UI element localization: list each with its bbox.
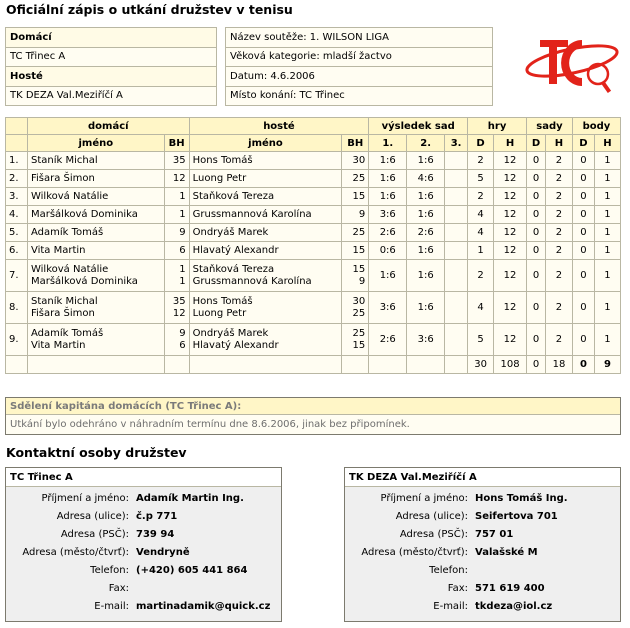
games-header: hry [468, 118, 527, 135]
set3-score [445, 170, 468, 188]
sets-h: 2 [546, 242, 573, 260]
games-d: 2 [468, 188, 494, 206]
match-row [6, 170, 621, 188]
home-player [27, 188, 164, 206]
contact-field-label: Adresa (ulice): [395, 511, 468, 522]
blank-corner [6, 118, 28, 135]
total-points-d: 0 [572, 356, 594, 374]
home-bh-line: 9 [179, 226, 186, 238]
set2-score: 4:6 [407, 170, 445, 188]
totals-blank [6, 356, 28, 374]
set1-score: 1:6 [369, 152, 407, 170]
home-bh-line: 12 [172, 172, 186, 184]
set2-score: 1:6 [407, 292, 445, 324]
total-sets-d: 0 [527, 356, 546, 374]
home-bh [164, 152, 189, 170]
home-player [27, 152, 164, 170]
guest-player [189, 170, 342, 188]
games-h: 12 [494, 188, 527, 206]
set2-score: 2:6 [407, 224, 445, 242]
totals-blank [445, 356, 468, 374]
games-h: 12 [494, 260, 527, 292]
set1-header: 1. [369, 135, 407, 152]
guest-bh-line: 25 [352, 172, 366, 184]
home-bh-line: 1 [179, 190, 186, 202]
guest-bh [342, 324, 369, 356]
games-d: 4 [468, 206, 494, 224]
contact-field-value: Hons Tomáš Ing. [475, 493, 568, 504]
totals-blank [407, 356, 445, 374]
guest-player-line: Luong Petr [192, 307, 247, 319]
sets-d: 0 [527, 292, 546, 324]
guest-contact-card [344, 467, 621, 622]
points-d: 0 [572, 242, 594, 260]
set3-header: 3. [445, 135, 468, 152]
set1-score: 3:6 [369, 292, 407, 324]
page-title: Oficiální zápis o utkání družstev v tenisu [6, 2, 293, 17]
match-results-table [5, 117, 621, 374]
match-number: 7. [6, 260, 28, 292]
contact-field-value: 571 619 400 [475, 583, 545, 594]
age-category: Věková kategorie: mladší žactvo [226, 47, 493, 67]
home-player-line: Fišara Šimon [30, 307, 95, 319]
home-bh [164, 170, 189, 188]
match-venue: Místo konání: TC Třinec [226, 86, 493, 106]
match-number: 8. [6, 292, 28, 324]
guest-contact-rows [345, 487, 620, 616]
contact-row [6, 490, 281, 508]
home-player-line: Vita Martin [30, 244, 86, 256]
games-h: 12 [494, 292, 527, 324]
contact-field-value: martinadamik@quick.cz [136, 601, 271, 612]
set3-score [445, 242, 468, 260]
sets-h: 2 [546, 292, 573, 324]
guest-player-line: Grussmannová Karolína [192, 208, 312, 220]
home-player-line: Wilková Natálie [30, 190, 109, 202]
sets-d: 0 [527, 206, 546, 224]
guest-bh-line: 9 [358, 208, 366, 220]
home-bh-line: 6 [179, 244, 186, 256]
set3-score [445, 152, 468, 170]
guest-bh-header: BH [342, 135, 369, 152]
contact-field-label: E-mail: [433, 601, 468, 612]
contact-field-value: č.p 771 [136, 511, 178, 522]
games-d: 5 [468, 324, 494, 356]
home-bh-line: 6 [179, 339, 186, 351]
guest-player-line: Hlavatý Alexandr [192, 244, 279, 256]
games-d: 4 [468, 292, 494, 324]
contact-row [345, 544, 620, 562]
total-sets-h: 18 [546, 356, 573, 374]
contact-field-label: Adresa (město/čtvrť): [22, 547, 129, 558]
club-logo [522, 28, 622, 96]
points-h: 1 [594, 260, 620, 292]
games-d: 2 [468, 260, 494, 292]
contact-field-label: Adresa (ulice): [56, 511, 129, 522]
home-player [27, 292, 164, 324]
set3-score [445, 224, 468, 242]
contact-field-value: Valašské M [475, 547, 538, 558]
contact-field-value: 739 94 [136, 529, 175, 540]
contact-field-label: Fax: [447, 583, 468, 594]
sets-h: 2 [546, 260, 573, 292]
guest-player-line: Ondryáš Marek [192, 327, 269, 339]
home-bh [164, 260, 189, 292]
guest-contact-team: TK DEZA Val.Meziříčí A [345, 468, 620, 487]
games-d: 1 [468, 242, 494, 260]
guest-bh [342, 188, 369, 206]
home-header: domácí [27, 118, 189, 135]
points-h: 1 [594, 206, 620, 224]
points-d: 0 [572, 324, 594, 356]
guest-player-line: Hlavatý Alexandr [192, 339, 279, 351]
home-bh-line: 1 [179, 275, 186, 287]
guest-name-header: jméno [189, 135, 342, 152]
captain-note [5, 397, 621, 435]
guest-bh [342, 224, 369, 242]
guest-bh [342, 206, 369, 224]
contact-row [345, 580, 620, 598]
contact-field-value: tkdeza@iol.cz [475, 601, 553, 612]
contact-row [6, 562, 281, 580]
match-number: 2. [6, 170, 28, 188]
contact-field-label: Adresa (PSČ): [399, 529, 468, 540]
match-number: 6. [6, 242, 28, 260]
points-header: body [572, 118, 620, 135]
guest-bh [342, 170, 369, 188]
games-h: 12 [494, 242, 527, 260]
home-player-line: Staník Michal [30, 154, 98, 166]
sets-d: 0 [527, 188, 546, 206]
set1-score: 3:6 [369, 206, 407, 224]
match-number: 9. [6, 324, 28, 356]
set3-score [445, 206, 468, 224]
guest-player [189, 224, 342, 242]
match-number: 3. [6, 188, 28, 206]
sets-d: 0 [527, 152, 546, 170]
set1-score: 1:6 [369, 170, 407, 188]
guest-bh-line: 15 [352, 190, 366, 202]
points-h: 1 [594, 324, 620, 356]
match-info-table [225, 27, 493, 106]
points-h: 1 [594, 292, 620, 324]
set3-score [445, 292, 468, 324]
guest-bh-line: 15 [352, 263, 366, 275]
home-bh-line: 35 [172, 295, 186, 307]
home-bh [164, 324, 189, 356]
set2-score: 1:6 [407, 206, 445, 224]
games-h: 12 [494, 324, 527, 356]
home-player-line: Adamík Tomáš [30, 327, 104, 339]
games-h: 12 [494, 206, 527, 224]
home-player [27, 242, 164, 260]
points-h: 1 [594, 188, 620, 206]
home-bh [164, 188, 189, 206]
guest-bh-line: 30 [352, 154, 366, 166]
home-player-line: Adamík Tomáš [30, 226, 104, 238]
sets-h: 2 [546, 188, 573, 206]
blank-corner [6, 135, 28, 152]
totals-row [6, 356, 621, 374]
guest-player-line: Staňková Tereza [192, 190, 275, 202]
contact-row [6, 598, 281, 616]
home-player-line: Maršálková Dominika [30, 208, 138, 220]
match-row [6, 242, 621, 260]
match-row [6, 324, 621, 356]
points-d: 0 [572, 152, 594, 170]
points-d: 0 [572, 292, 594, 324]
games-h: 12 [494, 152, 527, 170]
guest-player [189, 324, 342, 356]
guest-bh [342, 242, 369, 260]
match-rows [6, 152, 621, 356]
home-player-line: Vita Martin [30, 339, 86, 351]
guest-bh-line: 25 [352, 226, 366, 238]
sets-h: 2 [546, 152, 573, 170]
home-player [27, 224, 164, 242]
totals-blank [189, 356, 342, 374]
contact-field-value: Vendryně [136, 547, 190, 558]
match-number: 4. [6, 206, 28, 224]
home-bh-header: BH [164, 135, 189, 152]
contact-row [6, 526, 281, 544]
points-d: 0 [572, 260, 594, 292]
set2-score: 1:6 [407, 152, 445, 170]
home-player-line: Staník Michal [30, 295, 98, 307]
guest-player-line: Grussmannová Karolína [192, 275, 312, 287]
contact-field-label: Příjmení a jméno: [380, 493, 468, 504]
set1-score: 2:6 [369, 224, 407, 242]
guests-header: hosté [189, 118, 369, 135]
sets-h: 2 [546, 224, 573, 242]
match-row [6, 188, 621, 206]
games-d: 5 [468, 170, 494, 188]
guest-player-line: Hons Tomáš [192, 295, 253, 307]
guest-player [189, 260, 342, 292]
games-d: 4 [468, 224, 494, 242]
contact-row [6, 544, 281, 562]
contact-field-label: Příjmení a jméno: [41, 493, 129, 504]
home-label: Domácí [6, 28, 217, 48]
sets-d: 0 [527, 242, 546, 260]
sets-h-header: H [546, 135, 573, 152]
contact-field-value: (+420) 605 441 864 [136, 565, 248, 576]
guest-player-line: Hons Tomáš [192, 154, 253, 166]
guest-player [189, 152, 342, 170]
contact-row [345, 526, 620, 544]
set3-score [445, 188, 468, 206]
contact-field-value: 757 01 [475, 529, 514, 540]
contact-row [6, 508, 281, 526]
totals-blank [342, 356, 369, 374]
match-row [6, 206, 621, 224]
total-games-h: 108 [494, 356, 527, 374]
guest-player-line: Staňková Tereza [192, 263, 275, 275]
contact-field-value: Adamík Martin Ing. [136, 493, 244, 504]
contact-field-label: Adresa (město/čtvrť): [361, 547, 468, 558]
points-d-header: D [572, 135, 594, 152]
match-number: 1. [6, 152, 28, 170]
captain-note-text: Utkání bylo odehráno v náhradním termínu dne 8.6.2006, jinak bez připomínek. [6, 415, 620, 434]
games-d-header: D [468, 135, 494, 152]
contact-field-label: Telefon: [429, 565, 468, 576]
guest-bh [342, 292, 369, 324]
match-row [6, 152, 621, 170]
games-d: 2 [468, 152, 494, 170]
sets-d-header: D [527, 135, 546, 152]
sets-h: 2 [546, 324, 573, 356]
home-bh-line: 12 [172, 307, 186, 319]
guest-bh [342, 152, 369, 170]
guest-player-line: Ondryáš Marek [192, 226, 269, 238]
contact-row [345, 490, 620, 508]
set3-score [445, 324, 468, 356]
home-player-line: Fišara Šimon [30, 172, 95, 184]
match-date: Datum: 4.6.2006 [226, 67, 493, 87]
totals-blank [369, 356, 407, 374]
contact-row [345, 562, 620, 580]
contact-row [6, 580, 281, 598]
guest-player-line: Luong Petr [192, 172, 247, 184]
guest-player [189, 188, 342, 206]
home-player [27, 170, 164, 188]
set1-score: 2:6 [369, 324, 407, 356]
contact-field-label: Fax: [108, 583, 129, 594]
contact-row [345, 598, 620, 616]
points-d: 0 [572, 188, 594, 206]
sets-d: 0 [527, 260, 546, 292]
contact-field-label: Adresa (PSČ): [60, 529, 129, 540]
teams-table [5, 27, 217, 106]
home-bh-line: 1 [179, 208, 186, 220]
home-bh-line: 1 [179, 263, 186, 275]
set2-header: 2. [407, 135, 445, 152]
match-row [6, 260, 621, 292]
sets-header: sady [527, 118, 573, 135]
points-d: 0 [572, 224, 594, 242]
group-header-row [6, 118, 621, 135]
home-name-header: jméno [27, 135, 164, 152]
contact-field-value: Seifertova 701 [475, 511, 558, 522]
home-player-line: Wilková Natálie [30, 263, 109, 275]
games-h: 12 [494, 170, 527, 188]
games-h-header: H [494, 135, 527, 152]
guest-bh-line: 25 [352, 307, 366, 319]
guest-bh-line: 25 [352, 327, 366, 339]
totals-blank [164, 356, 189, 374]
home-bh [164, 242, 189, 260]
captain-note-heading: Sdělení kapitána domácích (TC Třinec A): [6, 398, 620, 415]
guest-team: TK DEZA Val.Meziříčí A [6, 86, 217, 106]
home-bh-line: 35 [172, 154, 186, 166]
guest-bh-line: 15 [352, 244, 366, 256]
contact-field-label: E-mail: [94, 601, 129, 612]
set2-score: 1:6 [407, 260, 445, 292]
total-games-d: 30 [468, 356, 494, 374]
total-points-h: 9 [594, 356, 620, 374]
guest-player [189, 206, 342, 224]
home-player [27, 324, 164, 356]
contacts-title: Kontaktní osoby družstev [6, 445, 187, 460]
set1-score: 0:6 [369, 242, 407, 260]
points-d: 0 [572, 170, 594, 188]
guest-bh-line: 9 [358, 275, 366, 287]
set2-score: 1:6 [407, 242, 445, 260]
set1-score: 1:6 [369, 188, 407, 206]
home-player [27, 260, 164, 292]
contact-row [345, 508, 620, 526]
games-h: 12 [494, 224, 527, 242]
guest-bh-line: 15 [352, 339, 366, 351]
guest-bh [342, 260, 369, 292]
home-player [27, 206, 164, 224]
set1-score: 1:6 [369, 260, 407, 292]
match-number: 5. [6, 224, 28, 242]
set2-score: 3:6 [407, 324, 445, 356]
home-contact-rows [6, 487, 281, 616]
home-bh [164, 292, 189, 324]
home-player-line: Maršálková Dominika [30, 275, 138, 287]
sets-h: 2 [546, 170, 573, 188]
home-contact-card [5, 467, 282, 622]
result-header: výsledek sad [369, 118, 468, 135]
column-header-row [6, 135, 621, 152]
contact-field-label: Telefon: [90, 565, 129, 576]
home-bh [164, 206, 189, 224]
guest-bh-line: 30 [352, 295, 366, 307]
competition-name: Název soutěže: 1. WILSON LIGA [226, 28, 493, 48]
points-h: 1 [594, 170, 620, 188]
sets-d: 0 [527, 324, 546, 356]
home-bh [164, 224, 189, 242]
points-h: 1 [594, 242, 620, 260]
sets-d: 0 [527, 224, 546, 242]
points-h: 1 [594, 224, 620, 242]
home-team: TC Třinec A [6, 47, 217, 67]
guest-label: Hosté [6, 67, 217, 87]
home-bh-line: 9 [179, 327, 186, 339]
set3-score [445, 260, 468, 292]
match-row [6, 292, 621, 324]
set2-score: 1:6 [407, 188, 445, 206]
guest-player [189, 292, 342, 324]
points-h-header: H [594, 135, 620, 152]
match-row [6, 224, 621, 242]
points-h: 1 [594, 152, 620, 170]
home-contact-team: TC Třinec A [6, 468, 281, 487]
points-d: 0 [572, 206, 594, 224]
guest-player [189, 242, 342, 260]
totals-blank [27, 356, 164, 374]
sets-h: 2 [546, 206, 573, 224]
sets-d: 0 [527, 170, 546, 188]
